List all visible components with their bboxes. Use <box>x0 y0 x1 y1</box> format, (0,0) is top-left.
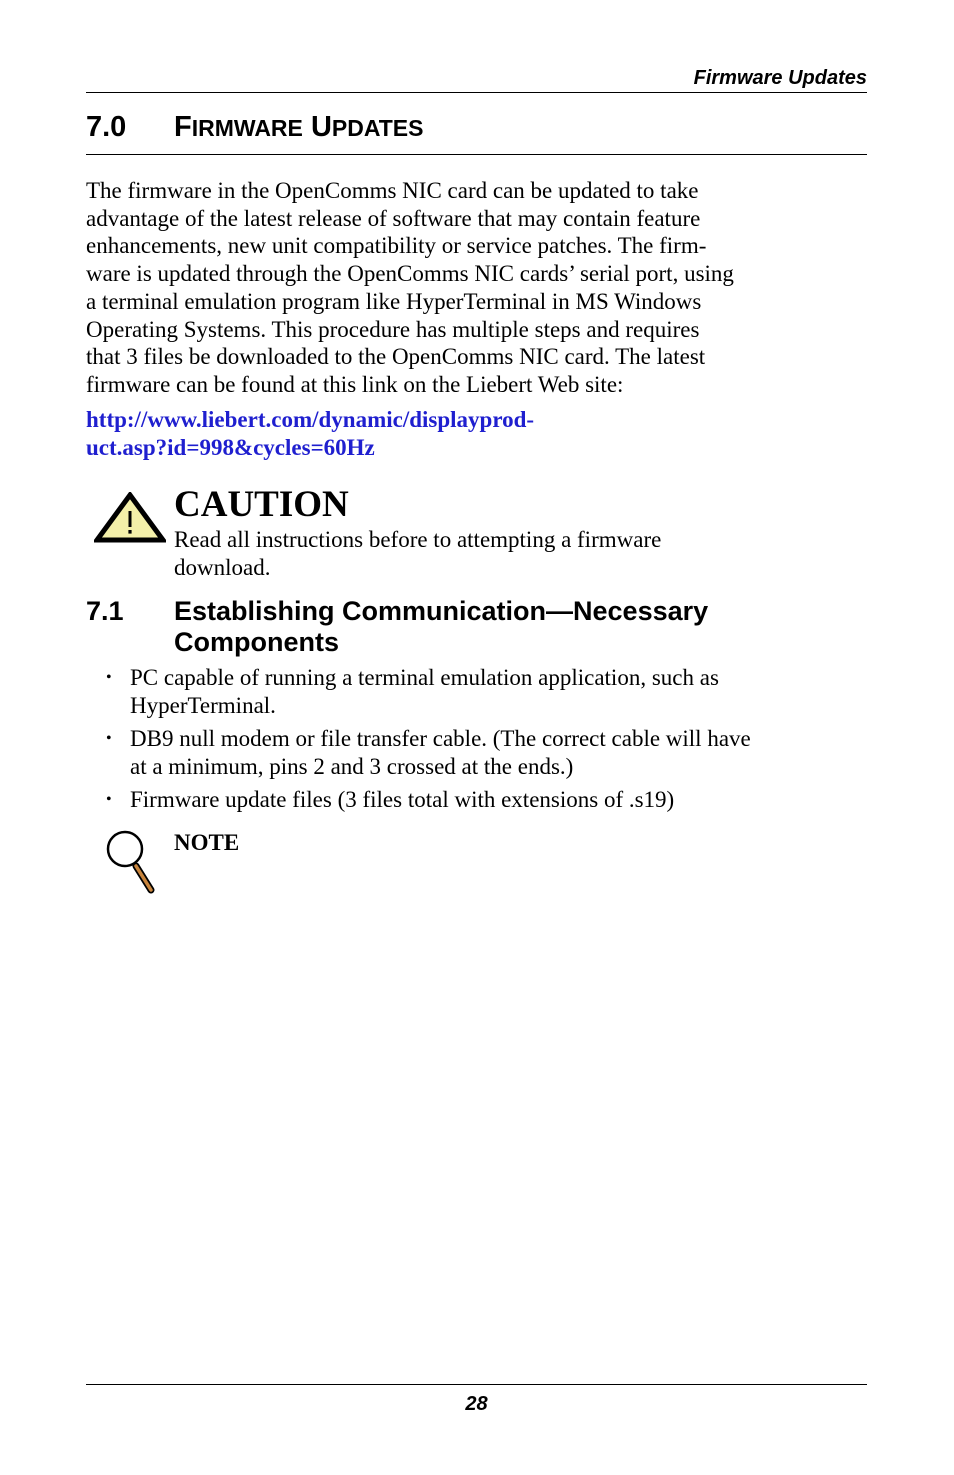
section-title-initial-2: U <box>310 111 332 143</box>
subsection-title <box>174 596 708 658</box>
list-item-line: DB9 null modem or file transfer cable. (The correct cable will have <box>130 725 751 751</box>
caution-title: CAUTION <box>174 484 349 525</box>
bullet-glyph: • <box>106 669 112 686</box>
warning-triangle-icon <box>94 492 166 544</box>
list-item <box>106 725 751 780</box>
section-title-rest-2: PDATES <box>331 115 424 141</box>
header-rule <box>86 92 867 93</box>
caution-line: download. <box>174 554 271 580</box>
list-item-line: Firmware update files (3 files total with extensions of .s19) <box>130 786 675 812</box>
intro-line: that 3 files be downloaded to the OpenComms NIC card. The latest <box>86 344 706 370</box>
intro-line: a terminal emulation program like HyperTerminal in MS Windows <box>86 288 702 314</box>
section-rule <box>86 154 867 155</box>
list-item-line: HyperTerminal. <box>130 692 276 718</box>
section-heading <box>86 110 424 145</box>
bullet-glyph: • <box>106 790 112 808</box>
intro-line: Operating Systems. This procedure has multiple steps and requires <box>86 316 700 342</box>
note-title: NOTE <box>174 830 240 855</box>
caution-line: Read all instructions before to attempting a firmware <box>174 527 662 552</box>
section-number: 7.0 <box>86 111 127 143</box>
intro-line: ware is updated through the OpenComms NIC cards’ serial port, using <box>86 261 734 287</box>
list-item-line: PC capable of running a terminal emulation application, such as <box>130 665 719 690</box>
running-header: Firmware Updates <box>693 67 867 89</box>
intro-line: advantage of the latest release of software that may contain feature <box>86 205 701 231</box>
footer-rule <box>86 1384 867 1385</box>
subsection-title-line: Components <box>174 627 339 657</box>
intro-paragraph <box>86 177 734 399</box>
list-item <box>106 664 751 719</box>
magnifier-icon <box>104 828 156 894</box>
section-title-initial-1: F <box>174 111 192 143</box>
bullet-glyph: • <box>106 729 112 747</box>
caution-text <box>174 526 661 581</box>
firmware-link-line[interactable]: uct.asp?id=998&cycles=60Hz <box>86 434 375 460</box>
intro-line: enhancements, new unit compatibility or service patches. The firm- <box>86 233 707 259</box>
subsection-title-line: Establishing Communication—Necessary <box>174 596 709 626</box>
list-item-line: at a minimum, pins 2 and 3 crossed at the ends.) <box>130 753 574 779</box>
intro-line: The firmware in the OpenComms NIC card can be updated to take <box>86 178 699 203</box>
list-item <box>106 786 751 814</box>
firmware-link-line[interactable]: http://www.liebert.com/dynamic/displayprod- <box>86 407 535 432</box>
intro-line: firmware can be found at this link on the Liebert Web site: <box>86 371 624 397</box>
component-list <box>106 664 751 819</box>
section-title-rest-1: IRMWARE <box>191 115 303 141</box>
subsection-number: 7.1 <box>86 596 124 626</box>
page-number: 28 <box>465 1393 488 1415</box>
firmware-link[interactable] <box>86 406 534 461</box>
